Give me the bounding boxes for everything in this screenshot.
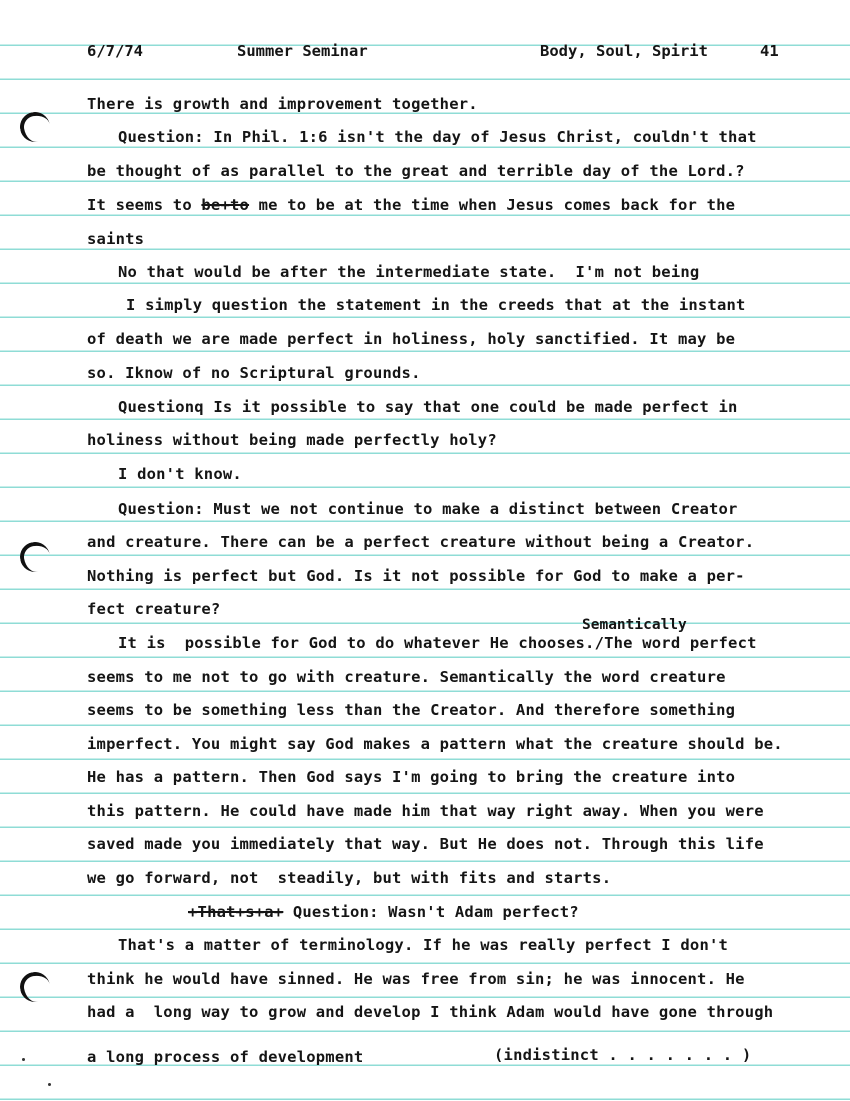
text-line: seems to be something less than the Creator. And therefore something	[87, 701, 736, 719]
text-line: saved made you immediately that way. But He does not. Through this life	[87, 835, 764, 853]
text-line: Question: In Phil. 1:6 isn't the day of Jesus Christ, couldn't that	[118, 128, 757, 146]
insertion-note: Semantically	[582, 617, 687, 633]
speck	[48, 1083, 51, 1086]
text-line: think he would have sinned. He was free from sin; he was innocent. He	[87, 970, 745, 988]
binder-hole-bottom	[18, 970, 53, 1005]
text-line: He has a pattern. Then God says I'm going to bring the creature into	[87, 768, 736, 786]
binder-hole-top	[18, 110, 53, 145]
text-line: a long process of development	[87, 1048, 364, 1066]
struck-text: be+to	[201, 196, 250, 214]
binder-hole-middle	[18, 540, 53, 575]
text-line: saints	[87, 230, 145, 248]
header-topic: Body, Soul, Spirit	[540, 42, 708, 60]
struck-text: +That+s+a+	[188, 903, 284, 921]
text-line: be thought of as parallel to the great and terrible day of the Lord.?	[87, 162, 745, 180]
text-line	[87, 196, 735, 214]
text-line: this pattern. He could have made him that way right away. When you were	[87, 802, 764, 820]
text-line: we go forward, not steadily, but with fits and starts.	[87, 869, 612, 887]
text-line: Questionq Is it possible to say that one could be made perfect in	[118, 398, 738, 416]
text-line: of death we are made perfect in holiness, holy sanctified. It may be	[87, 330, 736, 348]
text-line: had a long way to grow and develop I think Adam would have gone through	[87, 1003, 774, 1021]
text-run: me to be at the time when Jesus comes back for the	[249, 196, 736, 214]
text-line: I simply question the statement in the creeds that at the instant	[126, 296, 746, 314]
page-number: 41	[760, 42, 779, 60]
header-title: Summer Seminar	[237, 42, 368, 60]
text-run: Question: Wasn't Adam perfect?	[283, 903, 579, 921]
text-line: so. Iknow of no Scriptural grounds.	[87, 364, 421, 382]
text-line: No that would be after the intermediate state. I'm not being	[118, 263, 700, 281]
text-run: It seems to	[87, 196, 202, 214]
text-line: Question: Must we not continue to make a distinct between Creator	[118, 500, 738, 518]
text-line: There is growth and improvement together.	[87, 95, 478, 113]
text-line: and creature. There can be a perfect creature without being a Creator.	[87, 533, 755, 551]
text-line: imperfect. You might say God makes a pattern what the creature should be.	[87, 735, 783, 753]
text-line: fect creature?	[87, 600, 221, 618]
text-line: That's a matter of terminology. If he was really perfect I don't	[118, 936, 729, 954]
text-line: It is possible for God to do whatever He chooses./The word perfect	[118, 634, 757, 652]
text-line: I don't know.	[118, 465, 242, 483]
text-line: Nothing is perfect but God. Is it not possible for God to make a per-	[87, 567, 745, 585]
header-date: 6/7/74	[87, 42, 143, 60]
text-line	[188, 903, 579, 921]
text-line: seems to me not to go with creature. Semantically the word creature	[87, 668, 726, 686]
speck	[22, 1058, 25, 1061]
text-line: (indistinct . . . . . . . )	[494, 1046, 752, 1064]
text-line: holiness without being made perfectly holy?	[87, 431, 497, 449]
